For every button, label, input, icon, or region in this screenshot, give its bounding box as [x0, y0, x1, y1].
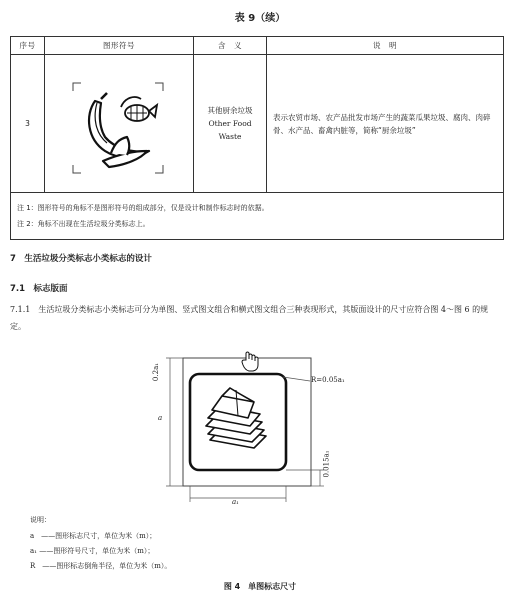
banana-peel-icon	[89, 93, 149, 167]
food-waste-icon	[45, 55, 191, 190]
dim-label-right: 0.015a₁	[322, 450, 331, 478]
header-description: 说 明	[267, 37, 504, 55]
legend-item: a₁ ——图形符号尺寸，单位为米（m）；	[30, 547, 155, 555]
description-cell: 表示农贸市场、农产品批发市场产生的蔬菜瓜果垃圾、腐肉、肉碎骨、水产品、畜禽内脏等，简称“厨余垃圾”	[267, 55, 504, 193]
legend-item: R ——图形标志倒角半径，单位为米（m）。	[30, 562, 172, 570]
hand-cursor-icon	[242, 352, 258, 371]
meaning-en-line1: Other Food	[208, 119, 252, 128]
legend-title: 说明：	[30, 516, 51, 524]
dim-label-top: 0.2a₁	[152, 362, 161, 382]
table-notes-row	[11, 193, 504, 240]
header-number: 序号	[11, 37, 45, 55]
section-7-1-heading: 7.1 标志版面	[10, 284, 68, 294]
dim-label-a: a	[158, 414, 163, 422]
table-row	[11, 55, 504, 193]
meaning-en-line2: Waste	[218, 132, 242, 141]
symbol-cell	[45, 55, 194, 193]
paragraph-7-1-1: 7.1.1 生活垃圾分类标志小类标志可分为单图、竖式图文组合和横式图文组合三种表现形式，其版面设计的尺寸应符合图 4～图 6 的规定。	[10, 305, 489, 331]
meaning-cn: 其他厨余垃圾	[207, 106, 253, 115]
figure-4-drawing	[150, 348, 390, 508]
legend-item: a ——图形标志尺寸，单位为米（m）；	[30, 532, 157, 540]
table-caption: 表 9（续）	[234, 13, 286, 24]
table-header-row	[11, 37, 504, 55]
header-symbol: 图形符号	[45, 37, 194, 55]
header-meaning: 含 义	[194, 37, 267, 55]
dim-label-bottom: a₁	[232, 498, 239, 506]
symbol-table	[10, 36, 504, 240]
figure-4	[150, 348, 390, 508]
note-1: 注 1：图形符号的角标不是图形符号的组成部分，仅是设计和制作标志时的依据。	[17, 204, 269, 212]
notes-cell	[11, 193, 504, 240]
meaning-cell	[194, 55, 267, 193]
figure-caption: 图 4 单图标志尺寸	[223, 582, 297, 591]
note-2: 注 2：角标不出现在生活垃圾分类标志上。	[17, 220, 150, 228]
dim-label-radius: R=0.05a₁	[311, 376, 345, 384]
row-number: 3	[11, 55, 45, 193]
section-7-heading: 7 生活垃圾分类标志小类标志的设计	[10, 254, 152, 264]
